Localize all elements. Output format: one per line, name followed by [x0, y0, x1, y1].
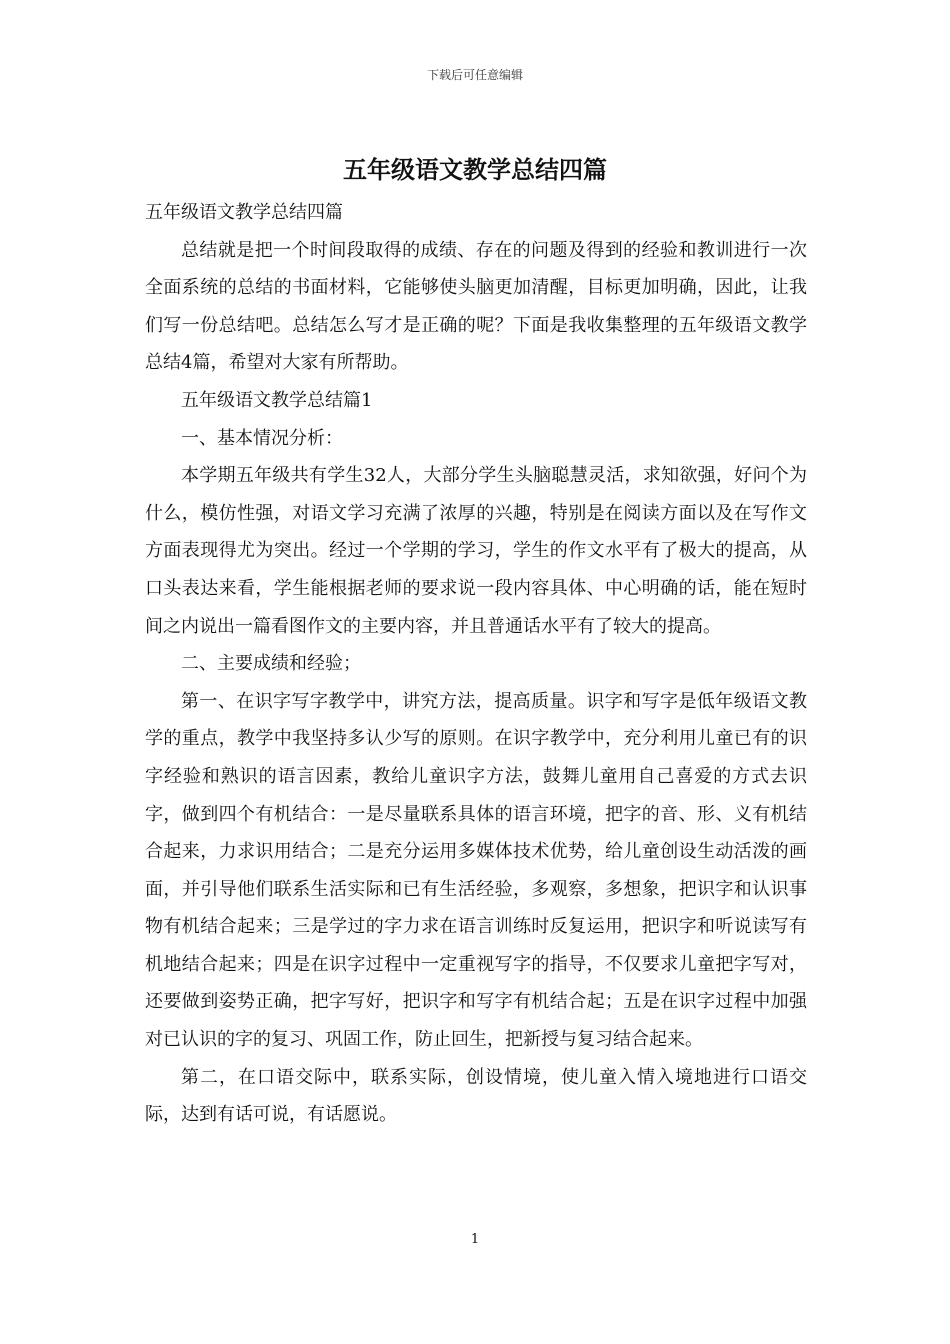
document-body	[145, 194, 807, 1134]
subheading-achievements: 二、主要成绩和经验；	[181, 653, 361, 675]
page-header: 下载后可任意编辑	[426, 68, 523, 82]
intro-paragraph: 总结就是把一个时间段取得的成绩、存在的问题及得到的经验和教训进行一次全面系统的总结的书面材料，它能够使头脑更加清醒，目标更加明确，因此，让我们写一份总结吧。总结怎么写才是正确的呢？下面是我收集整理的五年级语文教学总结4篇，希望对大家有所帮助。	[145, 239, 807, 374]
basic-analysis-paragraph: 本学期五年级共有学生32人，大部分学生头脑聪慧灵活，求知欲强，好问个为什么，模仿性强，对语文学习充满了浓厚的兴趣，特别是在阅读方面以及在写作文方面表现得尤为突出。经过一个学期的学习，学生的作文水平有了极大的提高，从口头表达来看，学生能根据老师的要求说一段内容具体、中心明确的话，能在短时间之内说出一篇看图作文的主要内容，并且普通话水平有了较大的提高。	[145, 465, 807, 637]
oral-communication-paragraph: 第二，在口语交际中，联系实际，创设情境，使儿童入情入境地进行口语交际，达到有话可说，有话愿说。	[145, 1066, 807, 1126]
document-subtitle: 五年级语文教学总结四篇	[145, 202, 343, 223]
document-title: 五年级语文教学总结四篇	[343, 155, 607, 184]
subheading-basic-analysis: 一、基本情况分析：	[181, 427, 343, 449]
literacy-teaching-paragraph: 第一、在识字写字教学中，讲究方法，提高质量。识字和写字是低年级语文教学的重点，教学中我坚持多认少写的原则。在识字教学中，充分利用儿童已有的识字经验和熟识的语言因素，教给儿童识字方法，鼓舞儿童用自己喜爱的方式去识字，做到四个有机结合：一是尽量联系具体的语言环境，把字的音、形、义有机结合起来，力求识用结合；二是充分运用多媒体技术优势，给儿童创设生动活泼的画面，并引导他们联系生活实际和已有生活经验，多观察，多想象，把识字和认识事物有机结合起来；三是学过的字力求在语言训练时反复运用，把识字和听说读写有机地结合起来；四是在识字过程中一定重视写字的指导，不仅要求儿童把字写对，还要做到姿势正确，把字写好，把识字和写字有机结合起；五是在识字过程中加强对已认识的字的复习、巩固工作，防止回生，把新授与复习结合起来。	[145, 690, 807, 1051]
page-number: 1	[470, 1232, 480, 1247]
section-heading-part-1: 五年级语文教学总结篇1	[181, 389, 373, 411]
